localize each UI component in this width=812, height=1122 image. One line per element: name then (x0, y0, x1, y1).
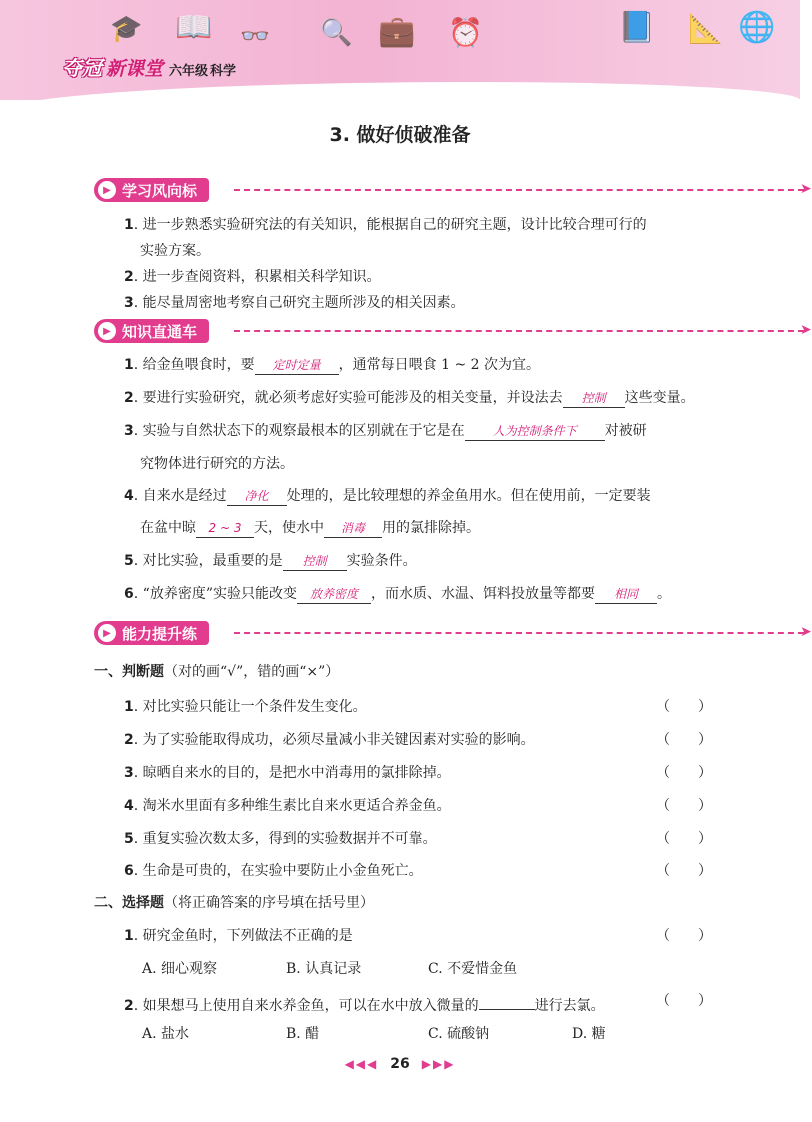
answer-blank[interactable] (479, 991, 535, 1010)
section-practice-title: 能力提升练 (122, 624, 198, 643)
answer-blank: 2 ~ 3 (196, 519, 254, 538)
choice-question: 2. 如果想马上使用自来水养金鱼，可以在水中放入微量的 进行去氯。 (124, 991, 605, 1016)
section-goals-header (94, 177, 812, 203)
section-knowledge-title: 知识直通车 (122, 322, 198, 341)
graduation-cap-icon: 🎓 (110, 14, 143, 44)
answer-blank: 相同 (595, 585, 657, 604)
page-number: 26 (390, 1056, 410, 1072)
answer-blank: 人为控制条件下 (465, 422, 605, 441)
judgement-item: 3. 晾晒自来水的目的，是把水中消毒用的氯排除掉。 (124, 765, 451, 781)
magnifier-icon: 🔍 (320, 18, 353, 48)
section-badge (94, 621, 209, 645)
choice-option: B. 认真记录 (286, 961, 362, 977)
section-badge (94, 319, 209, 343)
goal-item: 2. 进一步查阅资料，积累相关科学知识。 (124, 269, 381, 285)
answer-parentheses[interactable]: （ ） (656, 831, 712, 847)
choice-option: C. 硫酸钠 (428, 1026, 490, 1042)
glasses-icon: 👓 (240, 22, 270, 50)
globe-icon: 🌐 (738, 10, 776, 45)
answer-parentheses[interactable]: （ ） (656, 928, 712, 944)
page-title: 3. 做好侦破准备 (329, 124, 471, 146)
page-footer (0, 1053, 800, 1072)
play-icon: ▶ (98, 181, 116, 199)
choice-option: A. 细心观察 (142, 961, 218, 977)
alarm-clock-icon: ⏰ (448, 16, 483, 49)
compass-icon: 📐 (688, 12, 723, 45)
brand-sub: 新课堂 (106, 58, 164, 80)
judgement-item: 1. 对比实验只能让一个条件发生变化。 (124, 699, 367, 715)
knowledge-item-cont: 在盆中晾 2 ~ 3 天，使水中 消毒 用的氯排除掉。 (140, 520, 480, 536)
answer-blank: 放养密度 (297, 585, 371, 604)
knowledge-item: 2. 要进行实验研究，就必须考虑好实验可能涉及的相关变量，并设法去 控制 这些变量。 (124, 390, 695, 406)
section-knowledge-header (94, 318, 812, 344)
knowledge-item: 3. 实验与自然状态下的观察最根本的区别就在于它是在 人为控制条件下 对被研 (124, 423, 647, 439)
answer-blank: 控制 (563, 389, 625, 408)
dashed-divider (234, 632, 804, 634)
goal-item: 1. 进一步熟悉实验研究法的有关知识，能根据自己的研究主题，设计比较合理可行的 (124, 217, 647, 233)
knowledge-item: 1. 给金鱼喂食时，要 定时定量 ，通常每日喂食 1 ~ 2 次为宜。 (124, 357, 541, 373)
answer-blank: 定时定量 (255, 356, 339, 375)
knowledge-item: 4. 自来水是经过 净化 处理的，是比较理想的养金鱼用水。但在使用前，一定要装 (124, 488, 651, 504)
judgement-item: 2. 为了实验能取得成功，必须尽量减小非关键因素对实验的影响。 (124, 732, 535, 748)
page-next-arrows-icon: ▶▶▶ (421, 1057, 456, 1071)
dashed-divider (234, 189, 804, 191)
section-badge (94, 178, 209, 202)
answer-parentheses[interactable]: （ ） (656, 993, 712, 1009)
open-book-icon: 📘 (618, 10, 656, 45)
dashed-divider (234, 330, 804, 332)
answer-parentheses[interactable]: （ ） (656, 863, 712, 879)
judgement-item: 4. 淘米水里面有多种维生素比自来水更适合养金鱼。 (124, 798, 451, 814)
goal-item: 3. 能尽量周密地考察自己研究主题所涉及的相关因素。 (124, 295, 465, 311)
answer-parentheses[interactable]: （ ） (656, 798, 712, 814)
section-practice-header (94, 620, 812, 646)
section-goals-title: 学习风向标 (122, 181, 198, 200)
answer-parentheses[interactable]: （ ） (656, 765, 712, 781)
play-icon: ▶ (98, 624, 116, 642)
choice-question: 1. 研究金鱼时，下列做法不正确的是 (124, 928, 353, 944)
brand-logo (62, 52, 236, 81)
goal-item-cont: 实验方案。 (140, 243, 210, 259)
briefcase-icon: 💼 (378, 14, 416, 49)
book-icon: 📖 (175, 10, 213, 45)
arrow-right-icon: ➤ (800, 181, 812, 197)
brand-grade: 六年级 (169, 64, 209, 79)
page-prev-arrows-icon: ◀◀◀ (344, 1057, 379, 1071)
arrow-right-icon: ➤ (800, 322, 812, 338)
choice-option: A. 盐水 (142, 1026, 190, 1042)
answer-blank: 净化 (227, 487, 287, 506)
choice-option: B. 醋 (286, 1026, 320, 1042)
choice-option: C. 不爱惜金鱼 (428, 961, 518, 977)
answer-blank: 消毒 (324, 519, 382, 538)
play-icon: ▶ (98, 322, 116, 340)
answer-parentheses[interactable]: （ ） (656, 732, 712, 748)
brand-subject: 科学 (210, 64, 237, 79)
knowledge-item-cont: 究物体进行研究的方法。 (140, 456, 294, 472)
answer-blank: 控制 (283, 552, 347, 571)
header-wave (0, 82, 800, 122)
arrow-right-icon: ➤ (800, 624, 812, 640)
knowledge-item: 5. 对比实验，最重要的是 控制 实验条件。 (124, 553, 417, 569)
page-header (0, 0, 800, 100)
choice-option: D. 糖 (572, 1026, 606, 1042)
answer-parentheses[interactable]: （ ） (656, 699, 712, 715)
judgement-item: 5. 重复实验次数太多，得到的实验数据并不可靠。 (124, 831, 437, 847)
part-title-judgement: 一、判断题（对的画“√”，错的画“×”） (94, 664, 340, 680)
knowledge-item: 6. “放养密度”实验只能改变 放养密度 ，而水质、水温、饵料投放量等都要 相同 。 (124, 586, 671, 602)
part-title-choice: 二、选择题（将正确答案的序号填在括号里） (94, 895, 374, 911)
brand-main: 夺冠 (62, 56, 102, 80)
judgement-item: 6. 生命是可贵的，在实验中要防止小金鱼死亡。 (124, 863, 423, 879)
